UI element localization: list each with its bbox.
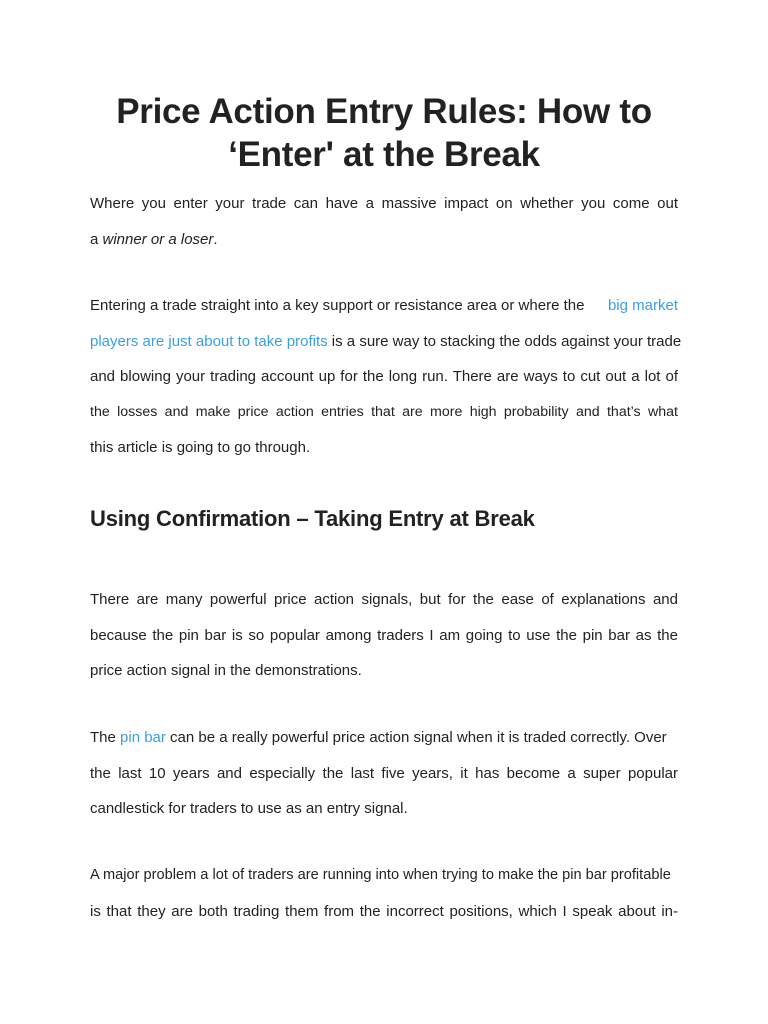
paragraph-line bbox=[90, 288, 678, 324]
players-take-profits-link[interactable]: players are just about to take profits bbox=[90, 332, 328, 350]
paragraph-intro bbox=[90, 186, 678, 257]
paragraph-line: Where you enter your trade can have a massive impact on whether you come out bbox=[90, 195, 678, 212]
text-run: Entering a trade straight into a key support or resistance area or where the bbox=[90, 297, 585, 314]
text-run: is a sure way to stacking the odds against your trade bbox=[327, 332, 682, 350]
pin-bar-link[interactable]: pin bar bbox=[120, 729, 166, 746]
paragraph-pin-bar bbox=[90, 720, 678, 827]
paragraph-line: the losses and make price action entries that are more high probability and that’s what bbox=[90, 403, 678, 420]
section-heading: Using Confirmation – Taking Entry at Break bbox=[90, 506, 535, 531]
emphasis-text: winner or a loser bbox=[102, 230, 214, 248]
paragraph-line bbox=[90, 720, 678, 756]
paragraph-signals bbox=[90, 582, 678, 689]
paragraph-line bbox=[90, 222, 678, 258]
text-run: a bbox=[90, 230, 103, 248]
text-run: . bbox=[213, 230, 218, 248]
paragraph-line: A major problem a lot of traders are running into when trying to make the pin bar profitable bbox=[90, 867, 671, 883]
paragraph-line: candlestick for traders to use as an entry signal. bbox=[90, 800, 408, 818]
paragraph-line: because the pin bar is so popular among traders I am going to use the pin bar as the bbox=[90, 626, 678, 644]
paragraph-line: this article is going to go through. bbox=[90, 439, 311, 457]
text-run: The bbox=[90, 729, 121, 746]
paragraph-line: the last 10 years and especially the last five years, it has become a super popular bbox=[90, 764, 678, 782]
text-run: can be a really powerful price action signal when it is traded correctly. Over bbox=[165, 729, 667, 746]
title-line-1: Price Action Entry Rules: How to bbox=[116, 92, 652, 131]
paragraph-line bbox=[90, 324, 682, 360]
paragraph-line: price action signal in the demonstrations. bbox=[90, 662, 362, 680]
big-market-link[interactable]: big market bbox=[607, 297, 678, 314]
paragraph-line: is that they are both trading them from the incorrect positions, which I speak about in- bbox=[90, 902, 678, 920]
paragraph-problem bbox=[90, 858, 678, 929]
title-line-2: ‘Enter' at the Break bbox=[228, 135, 540, 174]
paragraph-line: and blowing your trading account up for the long run. There are ways to cut out a lot of bbox=[90, 368, 678, 386]
article-title bbox=[90, 90, 678, 176]
paragraph-entering bbox=[90, 288, 682, 466]
paragraph-line: There are many powerful price action signals, but for the ease of explanations and bbox=[90, 591, 678, 608]
